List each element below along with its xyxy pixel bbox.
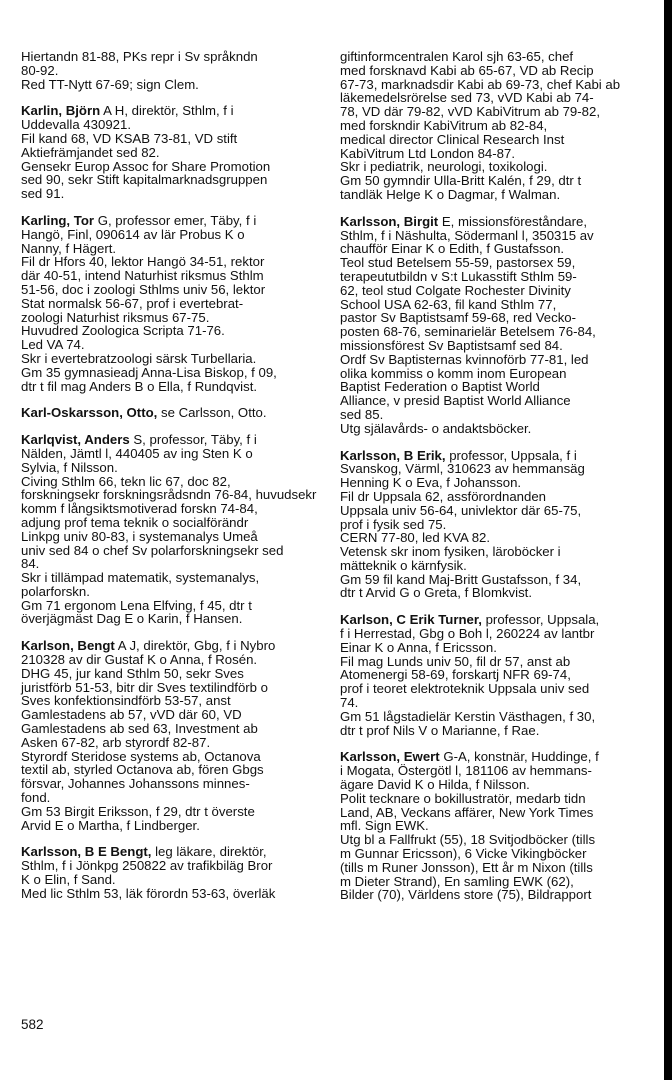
entry-text: G-A, konstnär, Huddinge, f [439, 749, 599, 765]
entry-text: chaufför Einar K o Edith, f Gustafsson. [340, 241, 565, 257]
entry-text: Atomenergi 58-69, forskartj NFR 69-74, [340, 667, 571, 683]
entry-text: m Dieter Strand), En samling EWK (62), [340, 873, 574, 889]
entry-text: Led VA 74. [21, 337, 85, 353]
entry-text: dtr t fil mag Anders B o Ella, f Rundqvist. [21, 378, 258, 394]
entry-line [21, 502, 321, 516]
entry-name: Karlin, Björn [21, 103, 101, 119]
entry-text: (tills m Runer Jonsson), Ett år m Nixon (tills [340, 859, 593, 875]
entry-text: Sthlm, f i Näshulta, Södermanl l, 350315 av [340, 227, 594, 243]
entry-text: Gamlestadens ab sed 63, Investment ab [21, 721, 258, 737]
entry-text: Sylvia, f Nilsson. [21, 459, 118, 475]
entry-line [21, 708, 321, 722]
entry-text: Fil dr Uppsala 62, assförordnanden [340, 488, 546, 504]
entry-line [21, 859, 321, 873]
entry-line [340, 119, 640, 133]
entry-text: mfl. Sign EWK. [340, 818, 429, 834]
entry-line [21, 805, 321, 819]
entry-text: dtr t Arvid G o Greta, f Blomkvist. [340, 585, 533, 601]
entry-line [21, 78, 321, 92]
entry-line [340, 861, 640, 875]
entry-text: terapeututbildn v S:t Lukasstift Sthlm 59- [340, 268, 577, 284]
entry-line [340, 792, 640, 806]
entry-text: medical director Clinical Research Inst [340, 131, 565, 147]
biography-entry [21, 214, 321, 393]
entry-text: Hiertandn 81-88, PKs repr i Sv språkndn [21, 49, 258, 64]
entry-name: Karlsson, Birgit [340, 213, 439, 229]
entry-line [21, 516, 321, 530]
entry-line [340, 284, 640, 298]
entry-line [21, 750, 321, 764]
entry-line [340, 559, 640, 573]
entry-line [340, 147, 640, 161]
entry-text: se Carlsson, Otto. [157, 405, 267, 421]
entry-line [340, 724, 640, 738]
entry-text: Gm 53 Birgit Eriksson, f 29, dtr t överste [21, 803, 255, 819]
entry-text: polarforskn. [21, 583, 90, 599]
entry-line [340, 133, 640, 147]
biography-entry [340, 215, 640, 436]
entry-text: A H, direktör, Sthlm, f i [100, 103, 234, 119]
entry-text: överjägmäst Dag E o Karin, f Hansen. [21, 611, 243, 627]
entry-text: 78, VD där 79-82, vVD KabiVitrum ab 79-82, [340, 104, 600, 120]
entry-text: sed 90, sekr Stift kapitalmarknadsgruppen [21, 172, 268, 188]
entry-line [21, 653, 321, 667]
entry-text: Gm 51 lågstadielär Kerstin Västhagen, f 30, [340, 708, 596, 724]
entry-text: 210328 av dir Gustaf K o Anna, f Rosén. [21, 652, 258, 668]
entry-text: Nanny, f Hägert. [21, 240, 117, 256]
entry-name: Karling, Tor [21, 212, 95, 228]
entry-text: sed 91. [21, 186, 65, 202]
entry-line [21, 557, 321, 571]
entry-line [21, 338, 321, 352]
entry-line [340, 573, 640, 587]
entry-text: Skr i evertebratzoologi särsk Turbellaria. [21, 350, 257, 366]
scan-edge [664, 0, 672, 1080]
entry-line [21, 681, 321, 695]
entry-text: Huvudred Zoologica Scripta 71-76. [21, 323, 225, 339]
entry-text: missionsförest Sv Baptistsamf sed 84. [340, 337, 563, 353]
entry-text: komm f långsiktsmotiverad forskn 74-84, [21, 501, 258, 517]
entry-text: giftinformcentralen Karol sjh 63-65, chef [340, 49, 574, 64]
entry-text: 80-92. [21, 62, 59, 78]
right-column [340, 50, 640, 915]
entry-line [340, 408, 640, 422]
entry-text: Gamlestadens ab 57, vVD där 60, VD [21, 707, 242, 723]
entry-text: forskningsekr forskningsrådsndn 76-84, huvudsekr [21, 487, 317, 503]
entry-text: prof i teoret elektroteknik Uppsala univ sed [340, 681, 590, 697]
entry-line [21, 324, 321, 338]
entry-line [340, 668, 640, 682]
entry-text: Utg bl a Fallfrukt (55), 18 Svitjodböcker (tills [340, 832, 596, 848]
entry-line [340, 242, 640, 256]
entry-line [21, 380, 321, 394]
entry-line [340, 160, 640, 174]
entry-text: Teol stud Betelsem 55-59, pastorsex 59, [340, 255, 576, 271]
entry-line [21, 475, 321, 489]
entry-line [21, 461, 321, 475]
entry-text: Uddevalla 430921. [21, 117, 131, 133]
entry-line [340, 888, 640, 902]
biography-entry [21, 104, 321, 201]
entry-text: Land, AB, Veckans affärer, New York Times [340, 804, 594, 820]
entry-name: Karlsson, B Erik, [340, 447, 446, 463]
entry-text: Gm 50 gymndir Ulla-Britt Kalén, f 29, dtr t [340, 173, 582, 189]
entry-line [21, 887, 321, 901]
entry-text: ägare David K o Hilda, f Nilsson. [340, 777, 530, 793]
entry-text: Utg själavårds- o andaktsböcker. [340, 420, 532, 436]
entry-line [340, 353, 640, 367]
entry-text: Henning K o Eva, f Johansson. [340, 475, 522, 491]
biography-entry [340, 449, 640, 601]
entry-line [21, 228, 321, 242]
entry-line [340, 188, 640, 202]
entry-line [340, 380, 640, 394]
entry-line [340, 778, 640, 792]
entry-line [21, 639, 321, 653]
entry-text: sed 85. [340, 406, 384, 422]
entry-text: läkemedelsrörelse sed 73, vVD Kabi ab 74- [340, 90, 594, 106]
entry-line [21, 612, 321, 626]
entry-line [340, 764, 640, 778]
entry-text: fond. [21, 790, 51, 806]
entry-line [340, 462, 640, 476]
entry-line [340, 504, 640, 518]
entry-line [21, 366, 321, 380]
entry-text: DHG 45, jur kand Sthlm 50, sekr Sves [21, 665, 244, 681]
entry-line [21, 433, 321, 447]
entry-text: i Mogata, Östergötl l, 181106 av hemmans- [340, 763, 592, 779]
entry-line [21, 297, 321, 311]
entry-text: Vetensk skr inom fysiken, läroböcker i [340, 544, 561, 560]
entry-line [340, 270, 640, 284]
entry-text: tandläk Helge K o Dagmar, f Walman. [340, 186, 561, 202]
entry-line [340, 256, 640, 270]
entry-line [340, 394, 640, 408]
entry-line [21, 845, 321, 859]
biography-entry [21, 433, 321, 626]
entry-line [21, 132, 321, 146]
entry-line [340, 91, 640, 105]
entry-text: 74. [340, 695, 359, 711]
entry-line [21, 736, 321, 750]
entry-text: KabiVitrum Ltd London 84-87. [340, 145, 515, 161]
entry-text: Nälden, Jämtl l, 440405 av ing Sten K o [21, 445, 253, 461]
entry-text: professor, Uppsala, f i [445, 447, 577, 463]
entry-text: Styrordf Steridose systems ab, Octanova [21, 748, 261, 764]
entry-line [21, 544, 321, 558]
entry-text: olika kommiss o komm inom European [340, 365, 567, 381]
entry-line [21, 791, 321, 805]
entry-text: Sthlm, f i Jönkpg 250822 av trafikbiläg Bror [21, 858, 273, 874]
entry-text: CERN 77-80, led KVA 82. [340, 530, 491, 546]
entry-name: Karlson, Bengt [21, 638, 115, 654]
entry-text: Bilder (70), Världens store (75), Bildrapport [340, 887, 592, 903]
entry-line [21, 311, 321, 325]
entry-line [21, 255, 321, 269]
entry-name: Karlsson, Ewert [340, 749, 440, 765]
entry-line [21, 530, 321, 544]
entry-line [21, 694, 321, 708]
entry-text: Red TT-Nytt 67-69; sign Clem. [21, 76, 199, 92]
entry-line [21, 763, 321, 777]
entry-line [340, 518, 640, 532]
entry-name: Karlqvist, Anders [21, 432, 130, 448]
entry-line [21, 160, 321, 174]
entry-text: Fil kand 68, VD KSAB 73-81, VD stift [21, 130, 238, 146]
entry-line [21, 173, 321, 187]
entry-line [21, 777, 321, 791]
entry-text: Skr i tillämpad matematik, systemanalys, [21, 570, 260, 586]
entry-line [340, 449, 640, 463]
entry-line [340, 875, 640, 889]
entry-line [340, 586, 640, 600]
entry-name: Karlsson, B E Bengt, [21, 844, 152, 860]
entry-text: mätteknik o kärnfysik. [340, 557, 467, 573]
entry-line [340, 833, 640, 847]
entry-text: 62, teol stud Colgate Rochester Divinity [340, 282, 571, 298]
page-number: 582 [21, 1017, 44, 1032]
entry-line [21, 571, 321, 585]
entry-line [21, 488, 321, 502]
entry-line [340, 367, 640, 381]
entry-text: dtr t prof Nils V o Marianne, f Rae. [340, 722, 540, 738]
entry-text: Baptist Federation o Baptist World [340, 379, 540, 395]
entry-text: Sves konfektionsindförb 53-57, anst [21, 693, 231, 709]
entry-text: Med lic Sthlm 53, läk förordn 53-63, överläk [21, 885, 276, 901]
entry-line [340, 325, 640, 339]
entry-text: med forsknavd Kabi ab 65-67, VD ab Recip [340, 62, 594, 78]
entry-line [340, 627, 640, 641]
biography-entry [340, 50, 640, 202]
entry-line [340, 710, 640, 724]
entry-text: f i Herrestad, Gbg o Boh l, 260224 av lantbr [340, 626, 595, 642]
entry-line [340, 105, 640, 119]
entry-line [340, 490, 640, 504]
entry-line [21, 722, 321, 736]
entry-name: Karlson, C Erik Turner, [340, 612, 482, 628]
entry-line [21, 352, 321, 366]
entry-text: 51-56, doc i zoologi Sthlms univ 56, lektor [21, 281, 266, 297]
entry-text: G, professor emer, Täby, f i [94, 212, 257, 228]
entry-text: zoologi Naturhist riksmus 67-75. [21, 309, 210, 325]
entry-line [21, 214, 321, 228]
entry-line [340, 819, 640, 833]
entry-line [340, 806, 640, 820]
biography-entry [340, 613, 640, 737]
entry-line [21, 187, 321, 201]
entry-text: Civing Sthlm 66, tekn lic 67, doc 82, [21, 473, 231, 489]
entry-line [340, 339, 640, 353]
entry-line [340, 641, 640, 655]
entry-text: K o Elin, f Sand. [21, 872, 116, 888]
entry-line [21, 283, 321, 297]
entry-text: Alliance, v presid Baptist World Alliance [340, 393, 571, 409]
entry-text: Gensekr Europ Assoc for Share Promotion [21, 158, 271, 174]
entry-line [340, 682, 640, 696]
entry-text: S, professor, Täby, f i [129, 432, 257, 448]
entry-text: univ sed 84 o chef Sv polarforskningsekr sed [21, 542, 284, 558]
entry-text: Gm 71 ergonom Lena Elfving, f 45, dtr t [21, 597, 252, 613]
entry-text: Polit tecknare o bokillustratör, medarb tidn [340, 790, 586, 806]
entry-text: Svanskog, Värml, 310623 av hemmansäg [340, 461, 585, 477]
biography-entry [21, 406, 321, 420]
biography-entry [21, 50, 321, 91]
entry-line [21, 118, 321, 132]
entry-line [21, 146, 321, 160]
entry-line [340, 696, 640, 710]
entry-line [21, 447, 321, 461]
entry-text: Fil dr Hfors 40, lektor Hangö 34-51, rektor [21, 254, 265, 270]
entry-text: Stat normalsk 56-67, prof i evertebrat- [21, 295, 244, 311]
entry-line [21, 64, 321, 78]
entry-text: Hangö, Finl, 090614 av lär Probus K o [21, 226, 245, 242]
entry-text: textil ab, styrled Octanova ab, fören Gbgs [21, 762, 264, 778]
entry-line [340, 215, 640, 229]
entry-text: adjung prof tema teknik o socialförändr [21, 514, 249, 530]
entry-text: 67-73, marknadsdir Kabi ab 69-73, chef Kabi ab [340, 76, 621, 92]
entry-text: pastor Sv Baptistsamf 59-68, red Vecko- [340, 310, 577, 326]
entry-text: professor, Uppsala, [481, 612, 600, 628]
entry-text: School USA 62-63, fil kand Sthlm 77, [340, 296, 557, 312]
entry-line [340, 476, 640, 490]
entry-text: Gm 59 fil kand Maj-Britt Gustafsson, f 34, [340, 571, 582, 587]
entry-line [21, 599, 321, 613]
entry-text: Aktiefrämjandet sed 82. [21, 144, 160, 160]
entry-text: Gm 35 gymnasieadj Anna-Lisa Biskop, f 09, [21, 364, 277, 380]
entry-name: Karl-Oskarsson, Otto, [21, 405, 158, 421]
entry-line [21, 819, 321, 833]
entry-line [340, 655, 640, 669]
entry-text: Skr i pediatrik, neurologi, toxikologi. [340, 159, 548, 175]
biography-entry [340, 750, 640, 902]
biography-entry [21, 845, 321, 900]
entry-text: posten 68-76, seminarielär Betelsem 76-84, [340, 324, 596, 340]
entry-text: leg läkare, direktör, [151, 844, 267, 860]
entry-line [340, 750, 640, 764]
entry-text: Ordf Sv Baptisternas kvinnoförb 77-81, led [340, 351, 589, 367]
entry-text: där 40-51, intend Naturhist riksmus Sthlm [21, 268, 264, 284]
entry-text: försvar, Johannes Johanssons minnes- [21, 776, 250, 792]
entry-line [21, 50, 321, 64]
entry-line [340, 531, 640, 545]
entry-text: m Gunnar Ericsson), 6 Vicke Vikingböcker [340, 846, 587, 862]
biography-entry [21, 639, 321, 832]
entry-text: med forskndir KabiVitrum ab 82-84, [340, 117, 548, 133]
entry-line [340, 78, 640, 92]
entry-line [340, 311, 640, 325]
entry-line [21, 585, 321, 599]
entry-line [340, 422, 640, 436]
entry-line [340, 298, 640, 312]
entry-text: A J, direktör, Gbg, f i Nybro [114, 638, 276, 654]
entry-text: Linkpg univ 80-83, i systemanalys Umeå [21, 528, 258, 544]
entry-line [21, 242, 321, 256]
entry-line [21, 667, 321, 681]
entry-line [340, 847, 640, 861]
entry-text: Asken 67-82, arb styrordf 82-87. [21, 734, 211, 750]
entry-text: E, missionsföreståndare, [438, 213, 587, 229]
entry-line [21, 873, 321, 887]
entry-text: Uppsala univ 56-64, univlektor där 65-75, [340, 502, 582, 518]
entry-line [340, 50, 640, 64]
left-column [21, 50, 321, 914]
entry-text: Fil mag Lunds univ 50, fil dr 57, anst ab [340, 653, 571, 669]
entry-line [340, 545, 640, 559]
entry-text: prof i fysik sed 75. [340, 516, 447, 532]
entry-line [21, 104, 321, 118]
entry-line [340, 174, 640, 188]
entry-text: juristförb 51-53, bitr dir Sves textilindförb o [21, 679, 269, 695]
entry-text: Einar K o Anna, f Ericsson. [340, 639, 497, 655]
entry-line [21, 406, 321, 420]
entry-line [21, 269, 321, 283]
entry-line [340, 229, 640, 243]
entry-text: Arvid E o Martha, f Lindberger. [21, 817, 200, 833]
entry-line [340, 613, 640, 627]
entry-text: 84. [21, 556, 40, 572]
entry-line [340, 64, 640, 78]
